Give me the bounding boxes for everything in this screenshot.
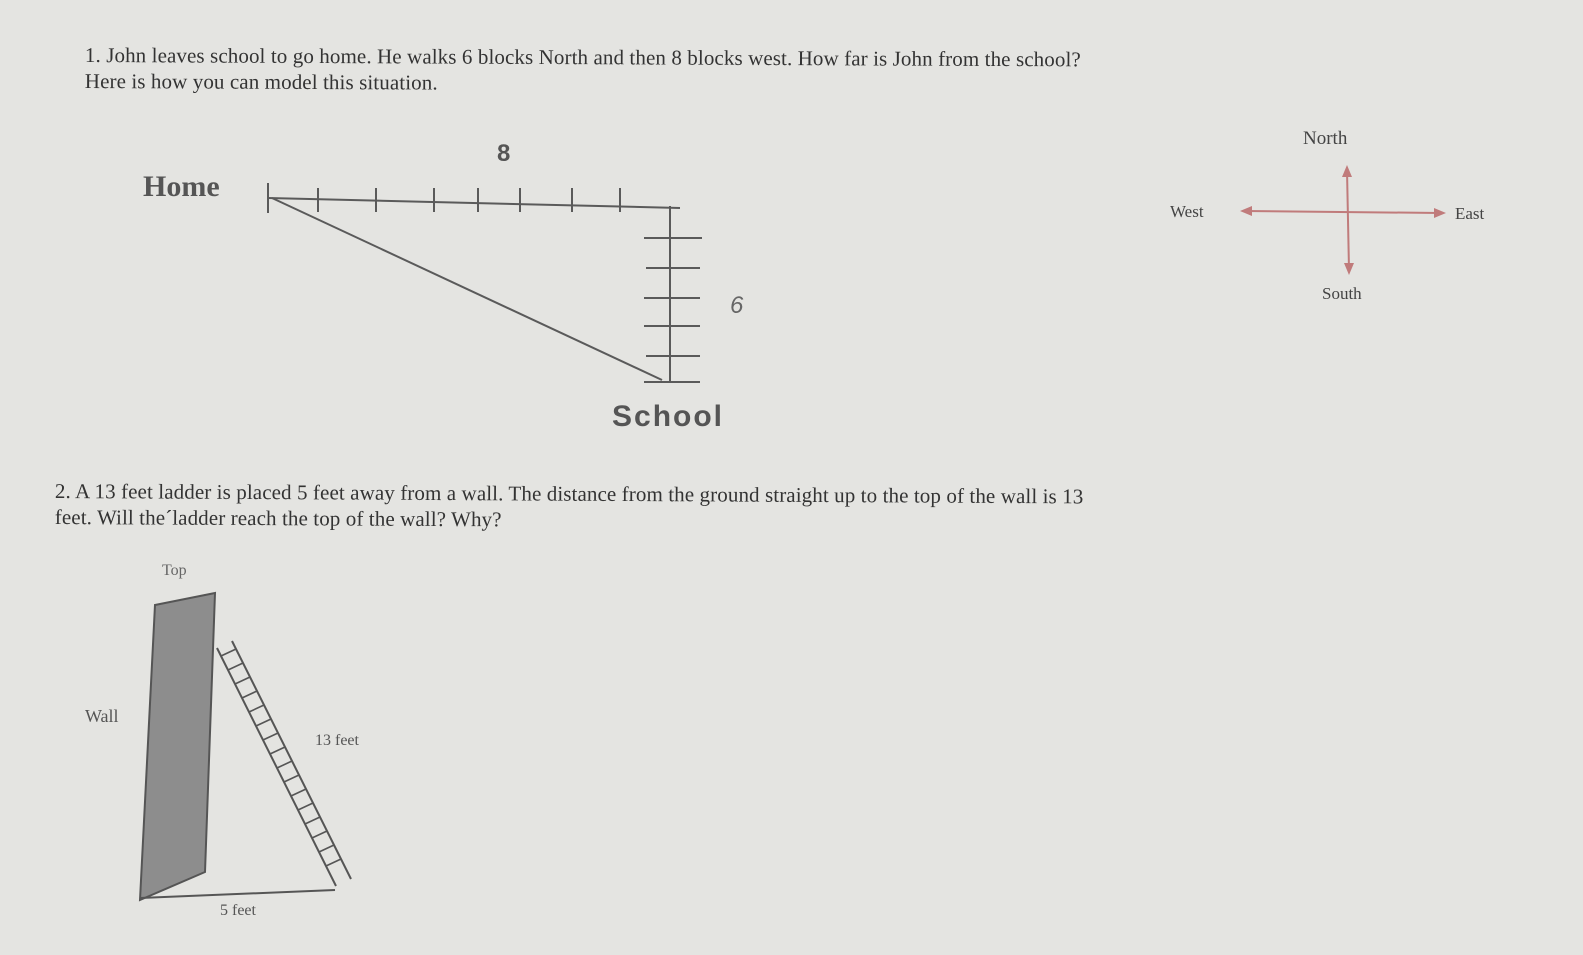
- north-arrowhead: [1342, 165, 1352, 177]
- wall-shape: [140, 593, 215, 900]
- compass-south-label: South: [1322, 284, 1362, 303]
- home-label: Home: [143, 170, 220, 203]
- ladder-length-label: 13 feet: [315, 732, 359, 749]
- south-arrowhead: [1344, 263, 1354, 275]
- blocks-west-label: 8: [497, 140, 511, 167]
- question-1-text: 1. John leaves school to go home. He walks 6 blocks North and then 8 blocks west. How far is John from the school?: [84, 42, 1081, 72]
- question-2-text: 2. A 13 feet ladder is placed 5 feet away from a wall. The distance from the ground straight up to the top of the wall is 13: [54, 479, 1084, 509]
- compass-east-label: East: [1455, 204, 1485, 223]
- ladder-drawing: [0, 0, 400, 955]
- west-arrowhead: [1240, 206, 1252, 216]
- question-1-instruction: Here is how you can model this situation.: [84, 68, 438, 95]
- question-2-question: feet. Will the´ladder reach the top of the wall? Why?: [54, 504, 502, 532]
- ground-line: [140, 890, 335, 898]
- ladder: [217, 641, 351, 886]
- school-label: School: [612, 400, 725, 433]
- base-distance-label: 5 feet: [220, 902, 256, 919]
- wall-top-label: Top: [162, 562, 187, 579]
- wall-label: Wall: [85, 706, 119, 726]
- compass-west-label: West: [1170, 202, 1204, 221]
- compass-north-label: North: [1303, 128, 1348, 149]
- east-arrowhead: [1434, 208, 1446, 218]
- blocks-north-label: 6: [730, 292, 744, 319]
